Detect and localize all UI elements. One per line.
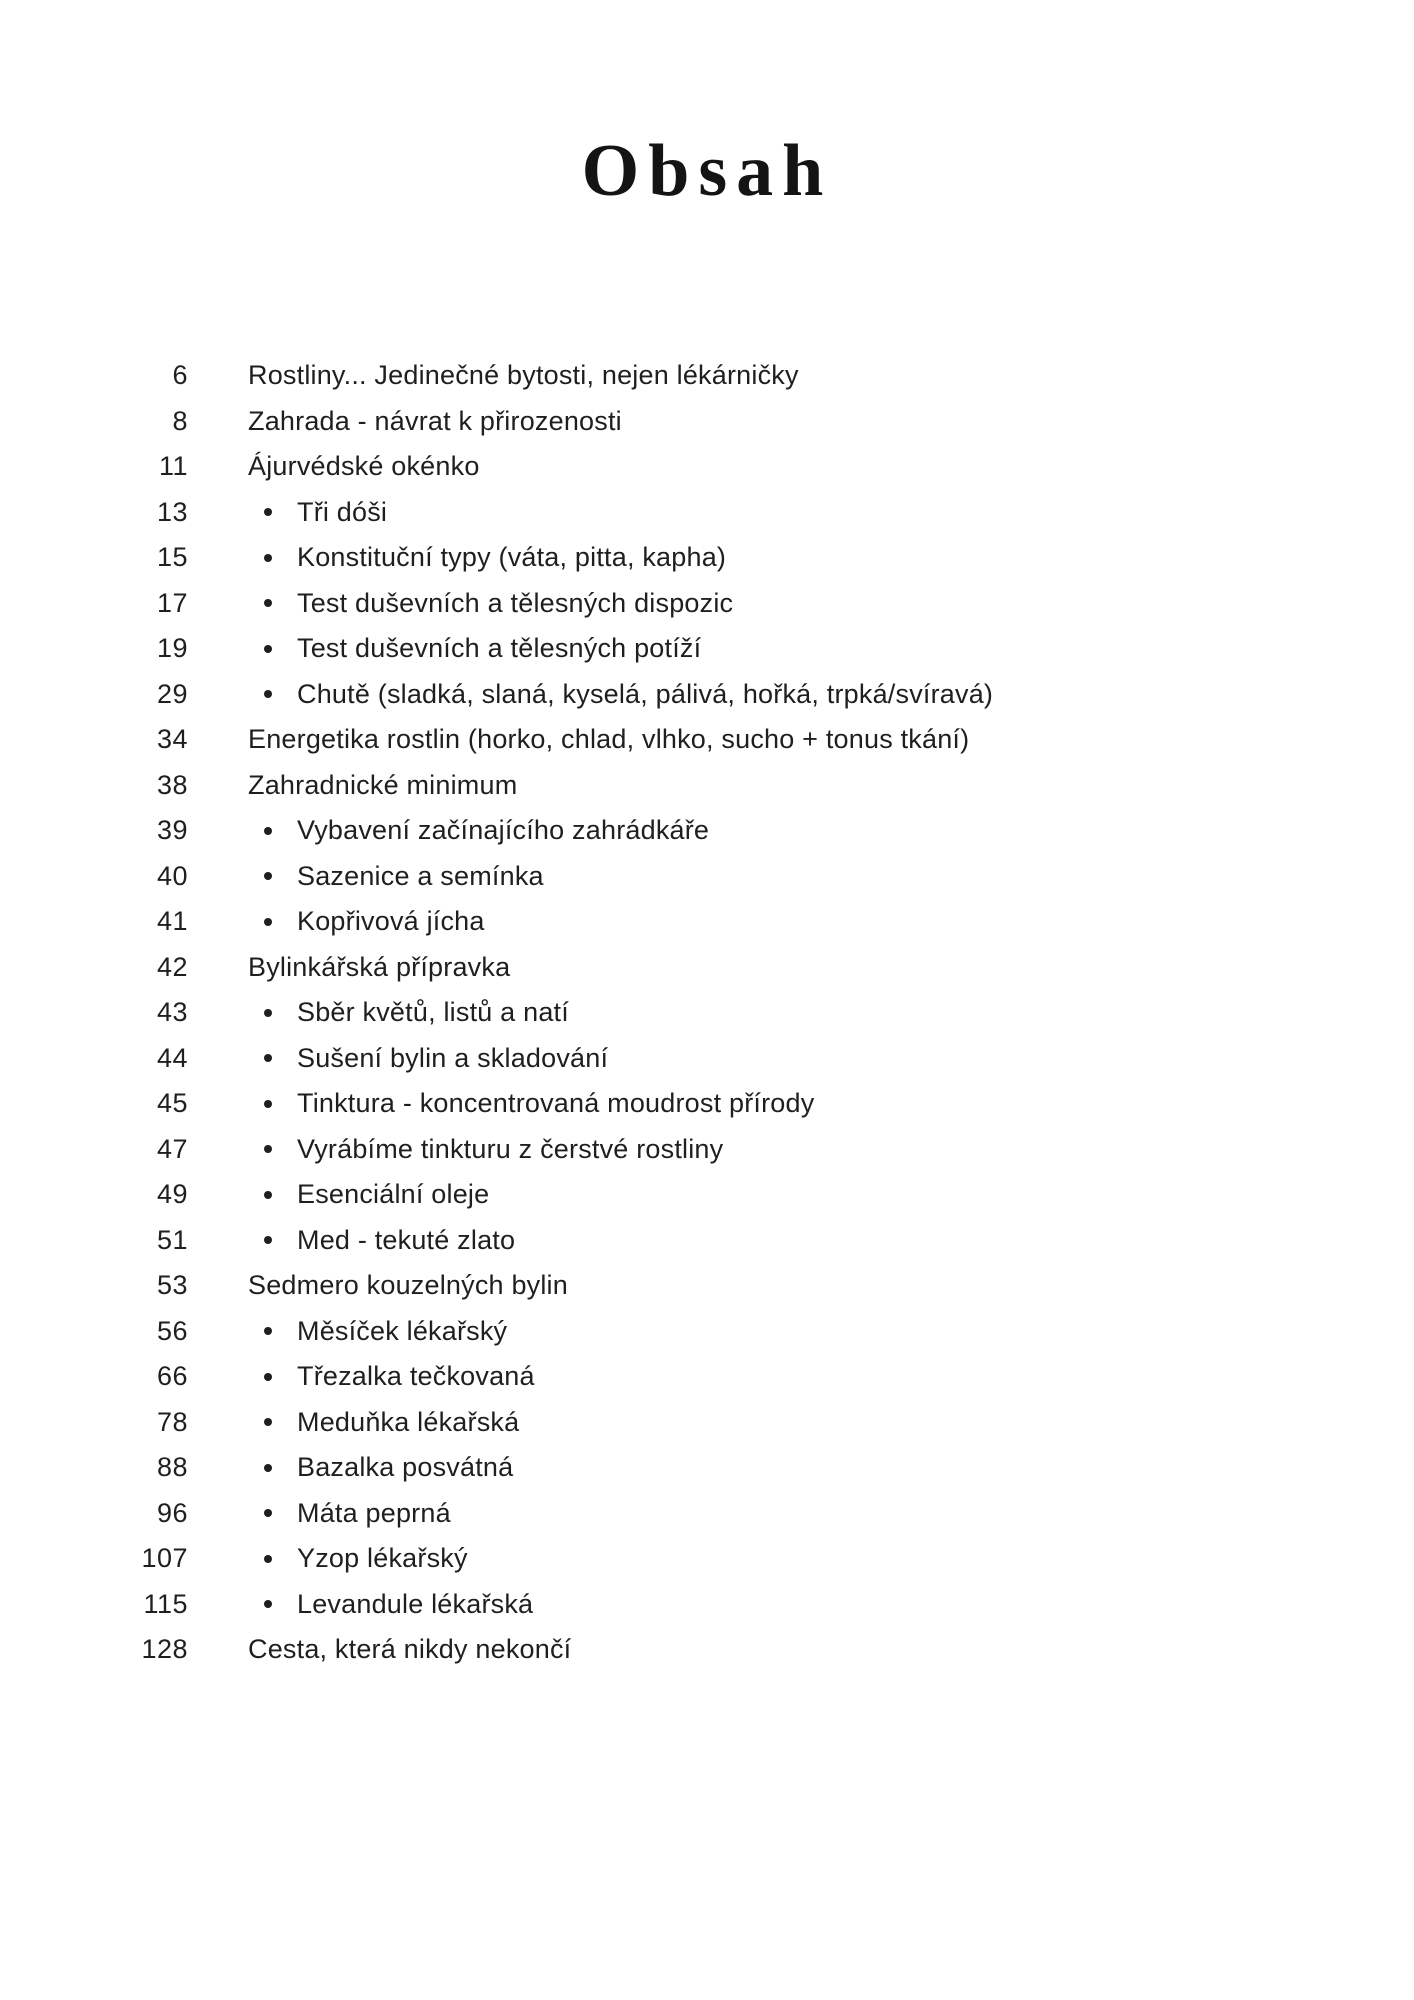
- toc-page-number: 13: [156, 496, 188, 527]
- toc-entry: [0, 990, 1414, 1036]
- bullet-icon: [264, 1054, 272, 1062]
- toc-entry: [0, 444, 1414, 490]
- toc-entry-label: Zahrada - návrat k přirozenosti: [248, 405, 622, 436]
- toc-entry: [0, 1400, 1414, 1446]
- toc-entry-label: Bazalka posvátná: [297, 1452, 514, 1483]
- toc-page-number: 96: [156, 1497, 188, 1528]
- toc-entry-label: Med - tekuté zlato: [297, 1224, 516, 1255]
- toc-entry: [0, 490, 1414, 536]
- toc-entry-label: Sběr květů, listů a natí: [297, 997, 569, 1028]
- toc-entry: [0, 1263, 1414, 1309]
- toc-page-number: 107: [141, 1543, 188, 1574]
- toc-entry-content: [188, 360, 1414, 391]
- toc-entry-label: Vybavení začínajícího zahrádkáře: [297, 815, 710, 846]
- toc-entry-content: [188, 1043, 1414, 1074]
- toc-entry-content: [188, 770, 1414, 801]
- bullet-icon: [264, 1509, 272, 1517]
- toc-page-number: 53: [156, 1270, 188, 1301]
- toc-page-number: 45: [156, 1088, 188, 1119]
- toc-entry-content: [188, 1179, 1414, 1210]
- toc-entry: [0, 626, 1414, 672]
- toc-entry: [0, 854, 1414, 900]
- toc-page-number: 41: [156, 906, 188, 937]
- toc-entry-label: Esenciální oleje: [297, 1179, 490, 1210]
- bullet-icon: [264, 599, 272, 607]
- toc-entry-label: Sedmero kouzelných bylin: [248, 1270, 568, 1301]
- bullet-icon: [264, 1555, 272, 1563]
- bullet-icon: [264, 827, 272, 835]
- toc-entry: [0, 763, 1414, 809]
- toc-entry: [0, 1445, 1414, 1491]
- toc-page-number: 40: [156, 860, 188, 891]
- toc-entry: [0, 1354, 1414, 1400]
- toc-entry: [0, 581, 1414, 627]
- toc-entry-content: [188, 997, 1414, 1028]
- toc-entry: [0, 353, 1414, 399]
- toc-page-number: 44: [156, 1042, 188, 1073]
- toc-entry-label: Tinktura - koncentrovaná moudrost přírody: [297, 1088, 815, 1119]
- bullet-icon: [264, 508, 272, 516]
- toc-entry: [0, 899, 1414, 945]
- bullet-icon: [264, 1145, 272, 1153]
- toc-entry-label: Energetika rostlin (horko, chlad, vlhko, sucho + tonus tkání): [248, 724, 970, 755]
- toc-entry-label: Sazenice a semínka: [297, 860, 544, 891]
- toc-page-number: 47: [156, 1133, 188, 1164]
- bullet-icon: [264, 918, 272, 926]
- toc-entry-label: Vyrábíme tinkturu z čerstvé rostliny: [297, 1133, 724, 1164]
- bullet-icon: [264, 1600, 272, 1608]
- toc-entry: [0, 1627, 1414, 1673]
- toc-entry: [0, 672, 1414, 718]
- toc-entry: [0, 1536, 1414, 1582]
- toc-entry-label: Chutě (sladká, slaná, kyselá, pálivá, hořká, trpká/svíravá): [297, 678, 994, 709]
- toc-entry-label: Yzop lékařský: [297, 1543, 468, 1574]
- toc-entry-content: [188, 1270, 1414, 1301]
- toc-entry-content: [188, 906, 1414, 937]
- toc-page-number: 8: [172, 405, 188, 436]
- toc-entry: [0, 1582, 1414, 1628]
- toc-entry-label: Tři dóši: [297, 496, 388, 527]
- bullet-icon: [264, 1327, 272, 1335]
- toc-entry-label: Sušení bylin a skladování: [297, 1042, 609, 1073]
- toc-page-number: 17: [156, 587, 188, 618]
- toc-entry-content: [188, 542, 1414, 573]
- toc-entry-content: [188, 724, 1414, 755]
- toc-entry-content: [188, 633, 1414, 664]
- bullet-icon: [264, 1236, 272, 1244]
- bullet-icon: [264, 645, 272, 653]
- page-title: Obsah: [581, 130, 833, 212]
- toc-entry-label: Ájurvédské okénko: [248, 451, 480, 482]
- toc-page-number: 38: [156, 769, 188, 800]
- toc-entry-content: [188, 1134, 1414, 1165]
- toc-entry-label: Konstituční typy (váta, pitta, kapha): [297, 542, 727, 573]
- toc-entry-content: [188, 1361, 1414, 1392]
- toc-page-number: 56: [156, 1315, 188, 1346]
- toc-entry-content: [188, 1088, 1414, 1119]
- toc-page-number: 49: [156, 1179, 188, 1210]
- toc-page-number: 115: [143, 1588, 188, 1619]
- toc-entry-content: [188, 1589, 1414, 1620]
- toc-page-number: 39: [156, 815, 188, 846]
- toc-entry-content: [188, 679, 1414, 710]
- toc-entry: [0, 717, 1414, 763]
- toc-entry: [0, 1081, 1414, 1127]
- toc-entry-content: [188, 1407, 1414, 1438]
- toc-entry: [0, 399, 1414, 445]
- toc-page-number: 66: [156, 1361, 188, 1392]
- toc-entry-content: [188, 1452, 1414, 1483]
- toc-page-number: 19: [156, 633, 188, 664]
- bullet-icon: [264, 690, 272, 698]
- toc-entry-label: Rostliny... Jedinečné bytosti, nejen lékárničky: [248, 360, 799, 391]
- toc-entry: [0, 945, 1414, 991]
- toc-page-number: 42: [156, 951, 188, 982]
- toc-entry-label: Test duševních a tělesných dispozic: [297, 587, 734, 618]
- toc-entry-label: Zahradnické minimum: [248, 769, 518, 800]
- toc-entry: [0, 535, 1414, 581]
- bullet-icon: [264, 1100, 272, 1108]
- toc-entry: [0, 1036, 1414, 1082]
- toc-page-number: 51: [156, 1224, 188, 1255]
- bullet-icon: [264, 1418, 272, 1426]
- bullet-icon: [264, 1464, 272, 1472]
- toc-entry-label: Třezalka tečkovaná: [297, 1361, 535, 1392]
- bullet-icon: [264, 872, 272, 880]
- toc-entry-label: Kopřivová jícha: [297, 906, 485, 937]
- toc-entry-content: [188, 815, 1414, 846]
- toc-page-number: 78: [156, 1406, 188, 1437]
- bullet-icon: [264, 554, 272, 562]
- toc-entry-content: [188, 1498, 1414, 1529]
- toc-entry: [0, 1491, 1414, 1537]
- toc-page-number: 11: [158, 451, 188, 482]
- toc-entry-content: [188, 1634, 1414, 1665]
- toc-page-number: 43: [156, 997, 188, 1028]
- toc-page-number: 128: [141, 1634, 188, 1665]
- toc-page-number: 34: [156, 724, 188, 755]
- toc-page-number: 88: [156, 1452, 188, 1483]
- toc-page-number: 6: [172, 360, 188, 391]
- toc-entry: [0, 1127, 1414, 1173]
- toc-entry-content: [188, 451, 1414, 482]
- toc-entry-label: Bylinkářská přípravka: [248, 951, 511, 982]
- toc-entry-label: Máta peprná: [297, 1497, 451, 1528]
- toc-entry: [0, 1309, 1414, 1355]
- toc-entry-label: Test duševních a tělesných potíží: [297, 633, 702, 664]
- toc-page-number: 29: [156, 678, 188, 709]
- toc-entry-content: [188, 861, 1414, 892]
- toc-entry-label: Cesta, která nikdy nekončí: [248, 1634, 572, 1665]
- toc-entry-label: Meduňka lékařská: [297, 1406, 520, 1437]
- toc-entry-content: [188, 1316, 1414, 1347]
- toc-entry-content: [188, 406, 1414, 437]
- toc-entry: [0, 1172, 1414, 1218]
- bullet-icon: [264, 1373, 272, 1381]
- toc-entry: [0, 808, 1414, 854]
- toc-entry-content: [188, 952, 1414, 983]
- toc-entry-content: [188, 497, 1414, 528]
- toc-entry-label: Měsíček lékařský: [297, 1315, 508, 1346]
- toc-entry-content: [188, 588, 1414, 619]
- toc-page-number: 15: [156, 542, 188, 573]
- toc-list: [0, 353, 1414, 1673]
- toc-entry-content: [188, 1225, 1414, 1256]
- toc-entry-label: Levandule lékařská: [297, 1588, 534, 1619]
- toc-entry: [0, 1218, 1414, 1264]
- bullet-icon: [264, 1191, 272, 1199]
- bullet-icon: [264, 1009, 272, 1017]
- toc-entry-content: [188, 1543, 1414, 1574]
